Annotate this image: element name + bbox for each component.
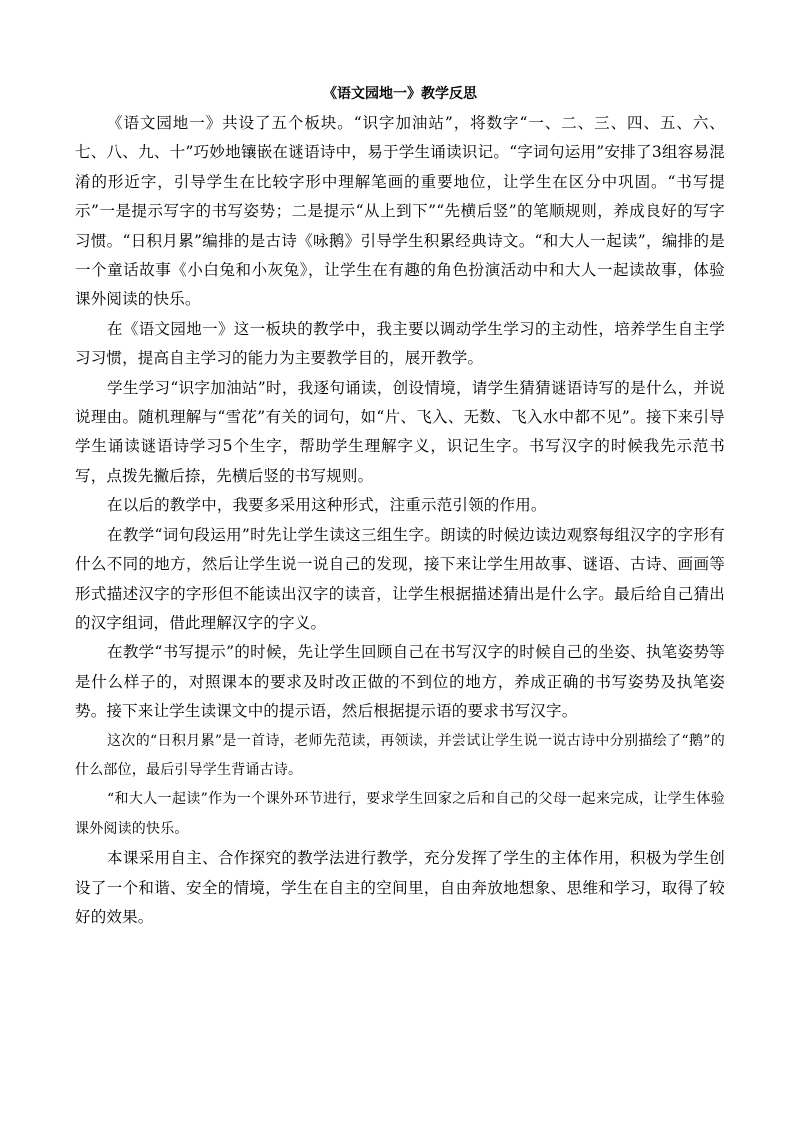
paragraph-literacy-station: 学生学习“识字加油站”时，我逐句诵读，创设情境，请学生猜猜谜语诗写的是什么，并说说理由。随机理解与“雪花”有关的词句，如“片、飞入、无数、飞入水中都不见”。接下来引导学生诵读谜语诗学习5个生字，帮助学生理解字义，识记生字。书写汉字的时候我先示范书写，点拨先撇后捺，先横后竖的书写规则。	[75, 378, 725, 485]
paragraph-teaching-goal: 在《语文园地一》这一板块的教学中，我主要以调动学生学习的主动性，培养学生自主学习习惯，提高自主学习的能力为主要教学目的，展开教学。	[75, 319, 725, 368]
document-page	[75, 82, 725, 932]
paragraph-daily-accumulation: 这次的“日积月累”是一首诗，老师先范读，再领读，并尝试让学生说一说古诗中分别描绘了“鹅”的什么部位，最后引导学生背诵古诗。	[75, 732, 725, 778]
paragraph-overview: 《语文园地一》共设了五个板块。“识字加油站”，将数字“一、二、三、四、五、六、七、八、九、十”巧妙地镶嵌在谜语诗中，易于学生诵读识记。“字词句运用”安排了3组容易混淆的形近字，引导学生在比较字形中理解笔画的重要地位，让学生在区分中巩固。“书写提示”一是提示写字的书写姿势；二是提示“从上到下”“先横后竖”的笔顺规则，养成良好的写字习惯。“日积月累”编排的是古诗《咏鹅》引导学生积累经典诗文。“和大人一起读”，编排的是一个童话故事《小白兔和小灰兔》，让学生在有趣的角色扮演活动中和大人一起读故事，体验课外阅读的快乐。	[75, 114, 725, 309]
paragraph-writing-tips: 在教学“书写提示”的时候，先让学生回顾自己在书写汉字的时候自己的坐姿、执笔姿势等是什么样子的，对照课本的要求及时改正做的不到位的地方，养成正确的书写姿势及执笔姿势。接下来让学生读课文中的提示语，然后根据提示语的要求书写汉字。	[75, 643, 725, 721]
document-title: 《语文园地一》教学反思	[323, 86, 477, 102]
paragraph-conclusion: 本课采用自主、合作探究的教学法进行教学，充分发挥了学生的主体作用，积极为学生创设了一个和谐、安全的情境，学生在自主的空间里，自由奔放地想象、思维和学习，取得了较好的效果。	[75, 849, 725, 926]
paragraph-read-with-adults: “和大人一起读”作为一个课外环节进行，要求学生回家之后和自己的父母一起来完成，让学生体验课外阅读的快乐。	[75, 791, 725, 837]
paragraph-word-sentence-use: 在教学“词句段运用”时先让学生读这三组生字。朗读的时候边读边观察每组汉字的字形有什么不同的地方，然后让学生说一说自己的发现，接下来让学生用故事、谜语、古诗、画画等形式描述汉字的字形但不能读出汉字的读音，让学生根据描述猜出是什么字。最后给自己猜出的汉字组词，借此理解汉字的字义。	[75, 525, 725, 632]
paragraph-future-plan: 在以后的教学中，我要多采用这种形式，注重示范引领的作用。	[107, 496, 547, 515]
